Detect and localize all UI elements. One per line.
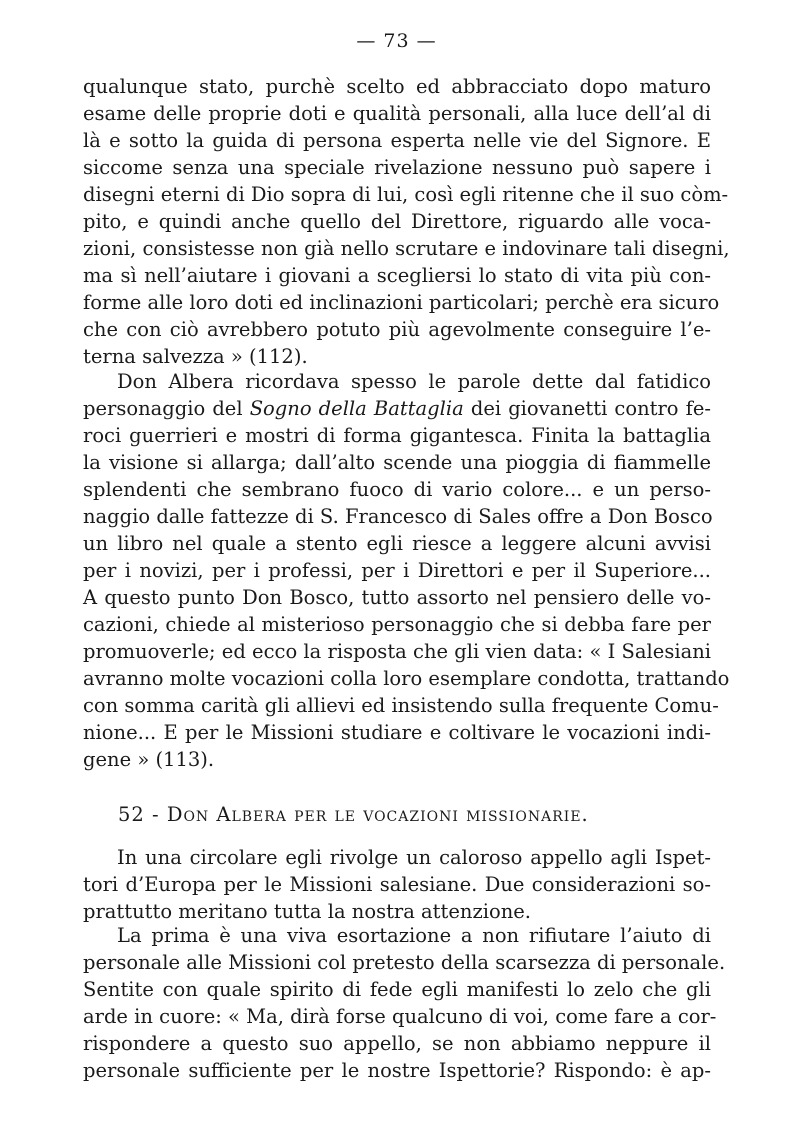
- text-line: qualunque stato, purchè scelto ed abbracciato dopo maturo: [83, 75, 711, 98]
- paragraph-sogno: [83, 368, 730, 773]
- text-line: che con ciò avrebbero potuto più agevolmente conseguire l’e-: [83, 318, 711, 341]
- text-line: arde in cuore: « Ma, dirà forse qualcuno di voi, come fare a cor-: [83, 1005, 717, 1028]
- text-line: zioni, consistesse non già nello scrutare e indovinare tali disegni,: [83, 237, 730, 260]
- text-line: personale alle Missioni col pretesto della scarsezza di personale.: [83, 951, 726, 974]
- text-line: là e sotto la guida di persona esperta nelle vie del Signore. E: [83, 129, 711, 152]
- text-line: forme alle loro doti ed inclinazioni particolari; perchè era sicuro: [83, 291, 720, 314]
- text-line: ma sì nell’aiutare i giovani a scegliersi lo stato di vita più con-: [83, 264, 711, 287]
- text-line: gene » (113).: [83, 748, 215, 771]
- section-title: Don Albera per le vocazioni missionarie.: [166, 803, 589, 826]
- section-heading: [118, 800, 718, 830]
- text-line-with-italic: personaggio del Sogno della Battaglia dei giovanetti contro fe-: [83, 397, 711, 420]
- section-number: 52 -: [118, 803, 160, 826]
- paragraph-continuation: [83, 73, 730, 370]
- text-line: per i novizi, per i professi, per i Direttori e per il Superiore...: [83, 559, 711, 582]
- text-line: avranno molte vocazioni colla loro esemplare condotta, trattando: [83, 667, 730, 690]
- text-line: A questo punto Don Bosco, tutto assorto nel pensiero delle vo-: [83, 586, 711, 609]
- text-line: Don Albera ricordava spesso le parole dette dal fatidico: [117, 370, 711, 393]
- text-line: nione... E per le Missioni studiare e coltivare le vocazioni indi-: [83, 721, 711, 744]
- text-line: La prima è una viva esortazione a non rifiutare l’aiuto di: [117, 924, 711, 947]
- page-number: — 73 —: [356, 30, 437, 52]
- text-line: promuoverle; ed ecco la risposta che gli vien data: « I Salesiani: [83, 640, 711, 663]
- italic-title: Sogno della Battaglia: [249, 397, 464, 420]
- text-line: con somma carità gli allievi ed insistendo sulla frequente Comu-: [83, 694, 719, 717]
- text-line: rispondere a questo suo appello, se non abbiamo neppure il: [83, 1032, 711, 1055]
- text-line: siccome senza una speciale rivelazione nessuno può sapere i: [83, 156, 711, 179]
- text-line: un libro nel quale a stento egli riesce a leggere alcuni avvisi: [83, 532, 711, 555]
- text-line: terna salvezza » (112).: [83, 345, 308, 368]
- text-line: personale sufficiente per le nostre Ispettorie? Rispondo: è ap-: [83, 1059, 711, 1082]
- text-line: roci guerrieri e mostri di forma gigantesca. Finita la battaglia: [83, 424, 711, 447]
- paragraph-circolare: [83, 844, 711, 925]
- text-line: In una circolare egli rivolge un caloroso appello agli Ispet-: [117, 846, 711, 869]
- text-line: pito, e quindi anche quello del Direttore, riguardo alle voca-: [83, 210, 711, 233]
- text-line: esame delle proprie doti e qualità personali, alla luce dell’al di: [83, 102, 711, 125]
- text-line: cazioni, chiede al misterioso personaggio che si debba fare per: [83, 613, 711, 636]
- text-line: splendenti che sembrano fuoco di vario colore... e un perso-: [83, 478, 711, 501]
- text-line: prattutto meritano tutta la nostra attenzione.: [83, 900, 532, 923]
- text-line: Sentite con quale spirito di fede egli manifesti lo zelo che gli: [83, 978, 711, 1001]
- text-line: tori d’Europa per le Missioni salesiane. Due considerazioni so-: [83, 873, 711, 896]
- paragraph-prima: [83, 922, 726, 1084]
- text-line: la visione si allarga; dall’alto scende una pioggia di fiammelle: [83, 451, 711, 474]
- text-line: naggio dalle fattezze di S. Francesco di Sales offre a Don Bosco: [83, 505, 713, 528]
- text-line: disegni eterni di Dio sopra di lui, così egli ritenne che il suo còm-: [83, 183, 729, 206]
